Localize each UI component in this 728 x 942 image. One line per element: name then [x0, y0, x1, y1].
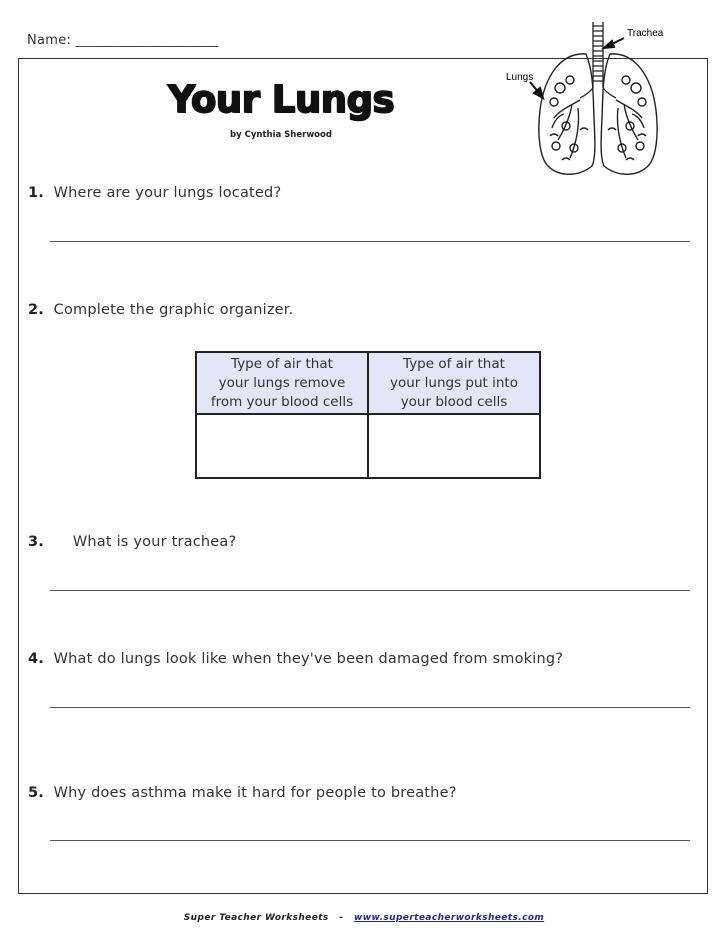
- worksheet-title: Your Lungs: [167, 78, 395, 121]
- left-lung-illustration: [539, 54, 595, 174]
- question-number: 5.: [28, 785, 44, 801]
- answer-line-3[interactable]: [50, 590, 690, 591]
- organizer-answer-cell-put-into[interactable]: [368, 414, 540, 478]
- question-text: What do lungs look like when they've been damaged from smoking?: [53, 651, 564, 667]
- trachea-label: Trachea: [627, 28, 664, 39]
- question-4: [28, 651, 563, 667]
- question-2: [28, 302, 293, 318]
- lungs-arrow-icon: [530, 82, 543, 98]
- organizer-answer-cell-remove[interactable]: [196, 414, 368, 478]
- question-number: 1.: [28, 185, 44, 201]
- author-byline: by Cynthia Sherwood: [230, 130, 332, 140]
- organizer-header-remove: Type of air that your lungs remove from your blood cells: [196, 352, 368, 414]
- lungs-diagram: [500, 18, 680, 188]
- question-5: [28, 785, 457, 801]
- trachea-illustration: [580, 22, 616, 98]
- question-number: 3.: [28, 534, 44, 550]
- answer-line-5[interactable]: [50, 840, 690, 841]
- footer-separator: -: [339, 913, 344, 923]
- page-footer: [0, 913, 728, 923]
- answer-line-4[interactable]: [50, 707, 690, 708]
- question-text: What is your trachea?: [72, 534, 237, 550]
- question-number: 4.: [28, 651, 44, 667]
- answer-line-1[interactable]: [50, 241, 690, 242]
- name-field-label: Name: _____________________: [27, 33, 219, 48]
- question-3: [28, 534, 236, 550]
- question-text: Why does asthma make it hard for people to breathe?: [53, 785, 457, 801]
- footer-url-link[interactable]: www.superteacherworksheets.com: [354, 913, 545, 923]
- lungs-label: Lungs: [506, 72, 534, 83]
- trachea-arrow-icon: [604, 38, 624, 48]
- question-1: [28, 185, 281, 201]
- right-lung-illustration: [601, 54, 657, 174]
- question-text: Where are your lungs located?: [53, 185, 282, 201]
- question-text: Complete the graphic organizer.: [53, 302, 294, 318]
- graphic-organizer-table: [195, 351, 541, 479]
- footer-brand: Super Teacher Worksheets: [183, 913, 329, 923]
- question-number: 2.: [28, 302, 44, 318]
- organizer-header-put-into: Type of air that your lungs put into your blood cells: [368, 352, 540, 414]
